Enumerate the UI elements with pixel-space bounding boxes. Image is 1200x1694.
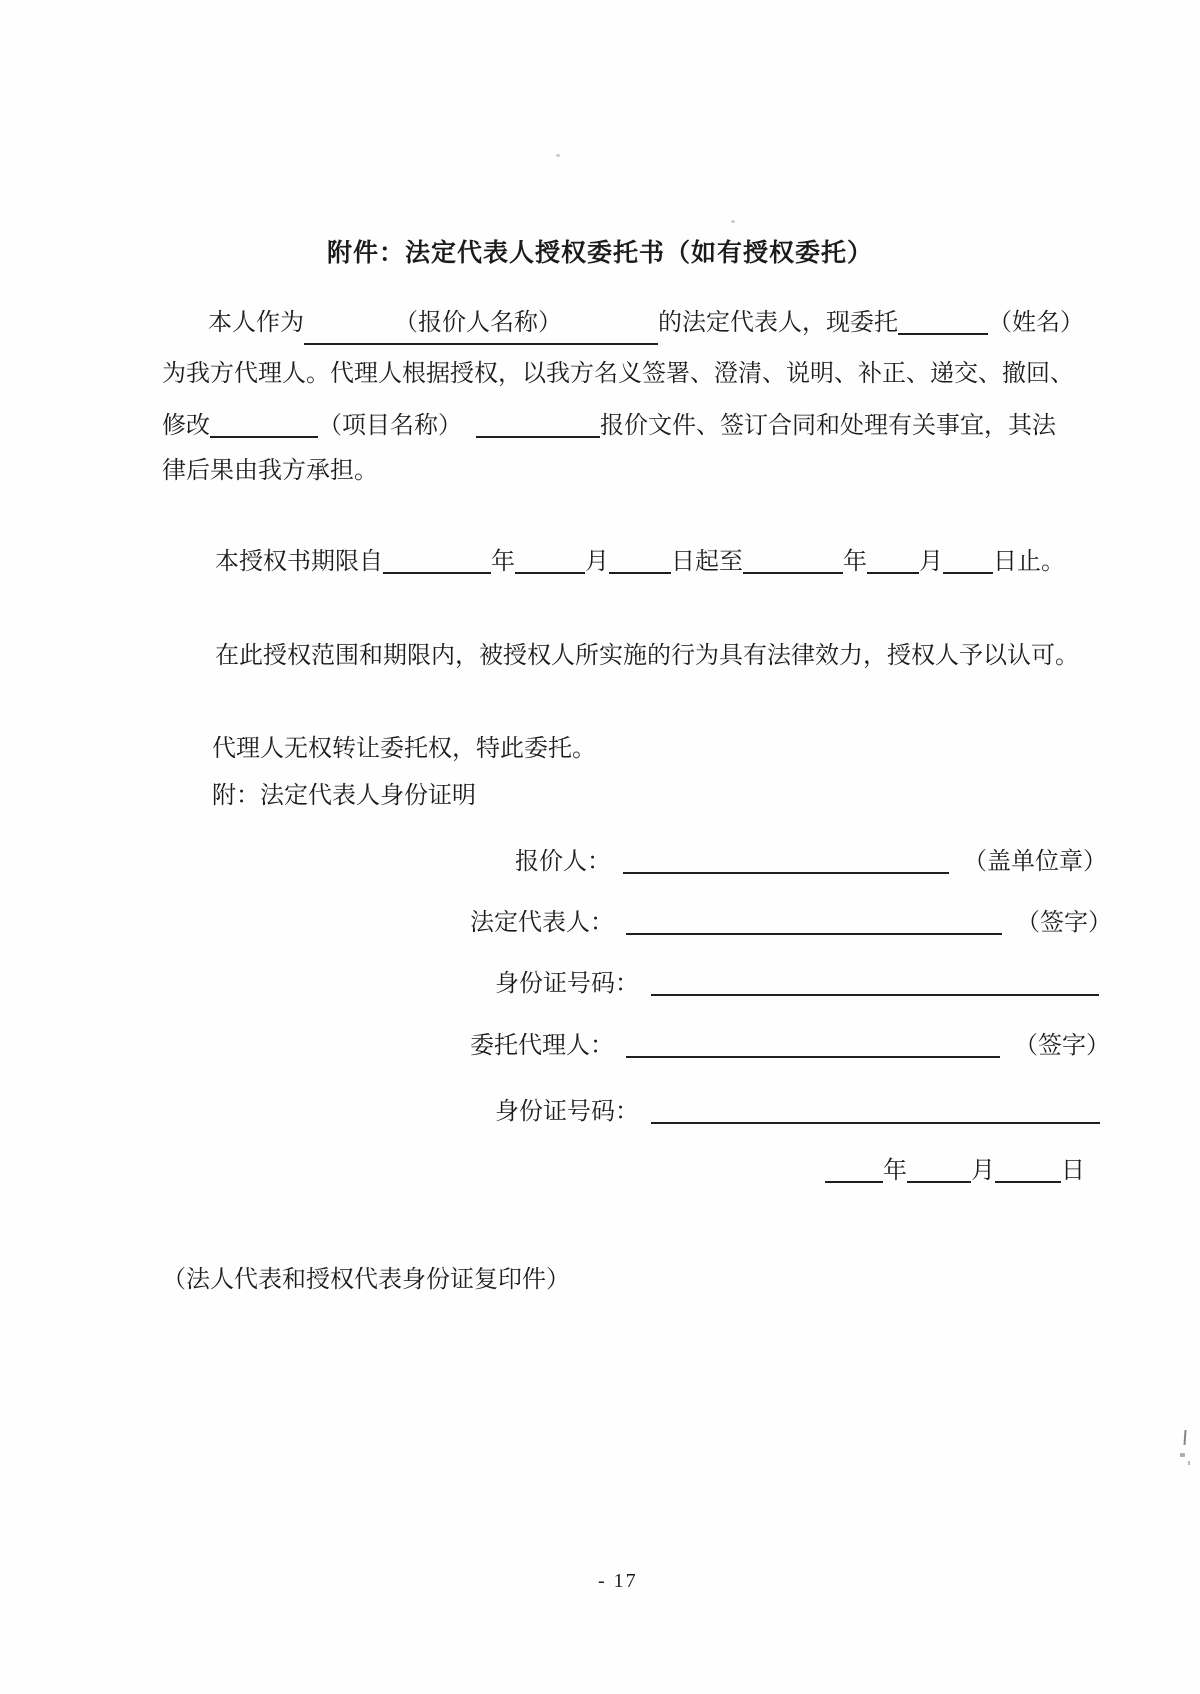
legal-rep-label: 法定代表人：: [470, 910, 614, 936]
attachment-note: 附：法定代表人身份证明: [212, 783, 476, 809]
end-day-blank: [943, 548, 993, 574]
id-number-1-label: 身份证号码：: [495, 971, 639, 997]
page-number: - 17: [598, 1570, 638, 1592]
validity-line: [215, 545, 1065, 579]
project-name-blank-1: [210, 412, 318, 438]
date-month-label: 月: [971, 1158, 995, 1184]
end-month-blank: [867, 548, 919, 574]
start-year-blank: [383, 548, 491, 574]
legal-rep-sign-note: （签字）: [1016, 910, 1112, 936]
validity-pre: 本授权书期限自: [215, 549, 383, 575]
date-line: [825, 1154, 1085, 1188]
date-year-label: 年: [883, 1158, 907, 1184]
acknowledge-line: 在此授权范围和期限内，被授权人所实施的行为具有法律效力，授权人予以认可。: [215, 643, 1079, 669]
id-number-2-label: 身份证号码：: [495, 1099, 639, 1125]
validity-month2: 月: [919, 549, 943, 575]
bidder-signature-blank: [623, 848, 949, 874]
entrusted-agent-sign-note: （签字）: [1014, 1033, 1110, 1059]
date-day-blank: [995, 1157, 1061, 1183]
bottom-note: （法人代表和授权代表身份证复印件）: [162, 1267, 570, 1293]
project-name-placeholder: （项目名称）: [318, 413, 462, 439]
project-name-blank-2: [476, 412, 600, 438]
para1-line3-post: 报价文件、签订合同和处理有关事宜，其法: [600, 413, 1056, 439]
para1-line4: 律后果由我方承担。: [162, 458, 378, 484]
para1-line1-mid: 的法定代表人，现委托: [658, 310, 898, 336]
date-day-label: 日: [1061, 1158, 1085, 1184]
id-number-1-blank: [651, 970, 1099, 996]
validity-month1: 月: [585, 549, 609, 575]
bidder-name-placeholder: （报价人名称）: [394, 310, 562, 336]
bidder-seal-note: （盖单位章）: [963, 849, 1107, 875]
validity-day1: 日起至: [671, 549, 743, 575]
id-number-2-blank: [651, 1098, 1100, 1124]
no-transfer-line: 代理人无权转让委托权，特此委托。: [212, 736, 596, 762]
scan-speck: [1180, 1453, 1185, 1457]
legal-rep-signature-blank: [626, 909, 1002, 935]
signature-row-bidder: [515, 845, 1107, 879]
scan-speck: [1188, 1461, 1190, 1465]
validity-day2: 日止。: [993, 549, 1065, 575]
para1-line3-pre: 修改: [162, 413, 210, 439]
signature-row-id-number-2: [495, 1095, 1114, 1129]
validity-year1: 年: [491, 549, 515, 575]
para1-line2: 为我方代理人。代理人根据授权，以我方名义签署、澄清、说明、补正、递交、撤回、: [162, 361, 1074, 387]
validity-year2: 年: [843, 549, 867, 575]
doc-title: 附件：法定代表人授权委托书（如有授权委托）: [326, 239, 873, 267]
para1-line3: [162, 409, 1056, 443]
para1-line1-pre: 本人作为: [208, 310, 304, 336]
start-day-blank: [609, 548, 671, 574]
entrusted-agent-signature-blank: [626, 1032, 1000, 1058]
date-year-blank: [825, 1157, 883, 1183]
start-month-blank: [515, 548, 585, 574]
para1-line1: [208, 306, 1084, 345]
bidder-name-blank: [304, 306, 658, 345]
scan-speck: [556, 154, 560, 157]
end-year-blank: [743, 548, 843, 574]
agent-name-blank: [898, 309, 988, 335]
date-month-blank: [907, 1157, 971, 1183]
scan-artifact-mark: [1183, 1430, 1186, 1445]
signature-row-id-number-1: [495, 967, 1113, 1001]
entrusted-agent-label: 委托代理人：: [470, 1033, 614, 1059]
bidder-label: 报价人：: [515, 849, 611, 875]
scan-speck: [731, 220, 735, 223]
para1-line1-suffix: （姓名）: [988, 310, 1084, 336]
signature-row-entrusted-agent: [470, 1029, 1110, 1063]
signature-row-legal-rep: [470, 906, 1112, 940]
